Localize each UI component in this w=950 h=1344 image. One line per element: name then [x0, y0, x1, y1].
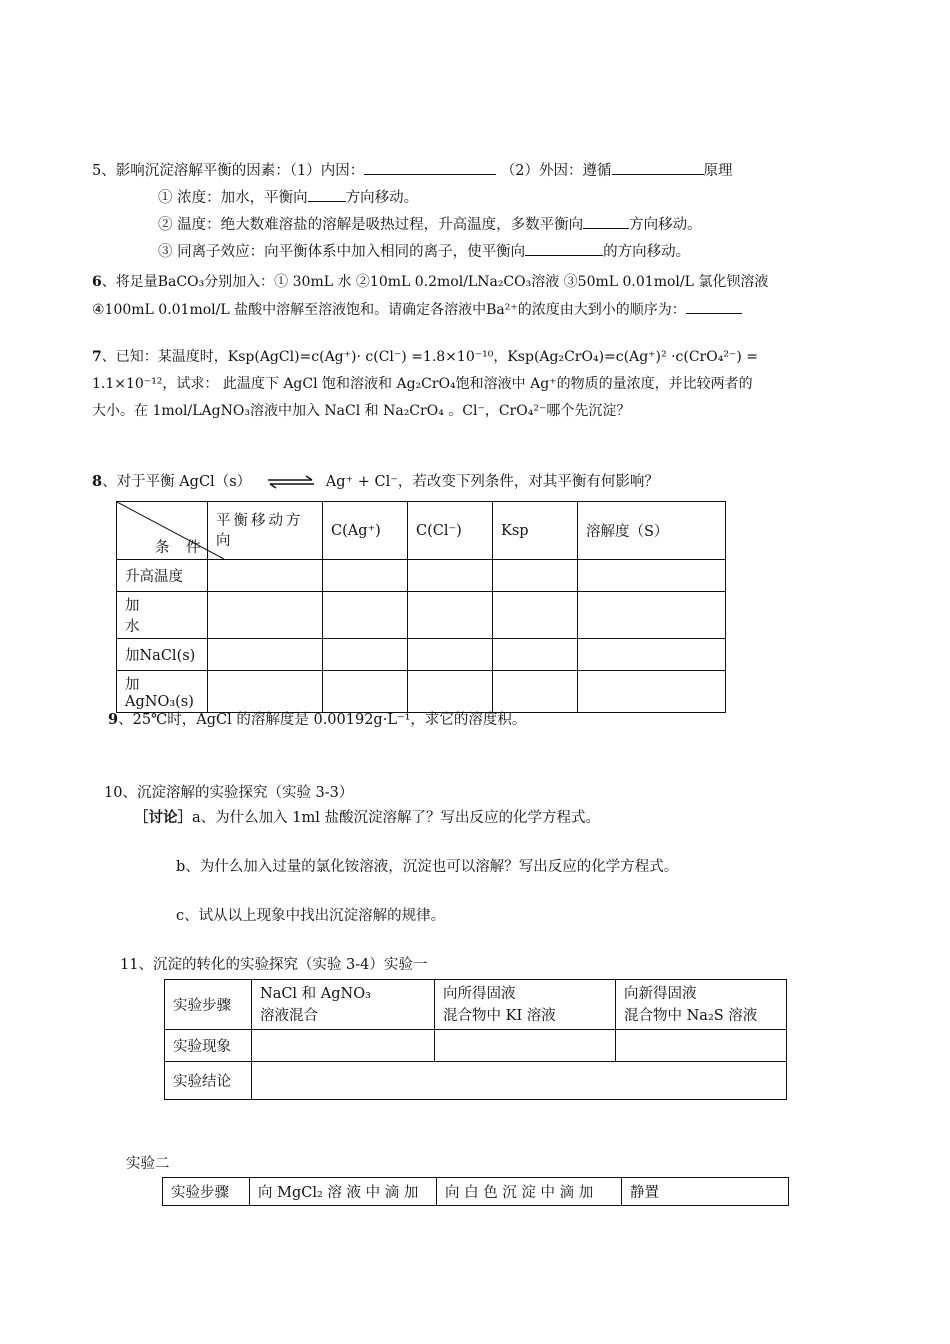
q6-line1	[92, 272, 768, 292]
q11-table	[164, 979, 787, 1100]
q5-item1	[158, 187, 418, 208]
q11-step3-line1: 向新得固液	[624, 985, 697, 1002]
q5-item1-end: 方向移动。	[345, 190, 419, 206]
table-row	[117, 560, 726, 592]
table-row	[163, 1178, 789, 1206]
q8-cell[interactable]	[493, 560, 578, 592]
q8-header-ksp: Ksp	[493, 502, 578, 560]
q11-step3	[616, 980, 787, 1030]
q5-blank-1[interactable]	[308, 187, 346, 202]
exp2-step1: 向 MgCl₂ 溶 液 中 滴 加	[250, 1178, 437, 1206]
table-row	[165, 1062, 787, 1100]
q8-cell[interactable]	[208, 639, 323, 671]
q7-text1: 、已知：某温度时，Ksp(AgCl)=c(Ag⁺)· c(Cl⁻) =1.8×10⁻¹⁰，Ksp(Ag₂CrO₄)=c(Ag⁺)² ·c(CrO₄²⁻) =	[101, 349, 758, 365]
q7-number: 7	[92, 349, 102, 365]
q8-table	[116, 501, 726, 713]
q5-blank-2[interactable]	[583, 214, 629, 229]
q7-line2	[92, 374, 753, 394]
q11-step1-line2: 溶液混合	[260, 1007, 318, 1024]
q7-text3: 大小。在 1mol/LAgNO₃溶液中加入 NaCl 和 Na₂CrO₄ 。Cl⁻，CrO₄²⁻哪个先沉淀？	[92, 403, 631, 419]
q9-text: 、25℃时，AgCl 的溶解度是 0.00192g·L⁻¹，求它的溶度积。	[118, 712, 527, 728]
q8-corner-cell	[117, 502, 208, 560]
q5-line1	[92, 160, 733, 181]
q11-label-conclusion: 实验结论	[165, 1062, 252, 1100]
q11-title: 11、沉淀的转化的实验探究（实验 3-4）实验一	[120, 957, 428, 973]
table-row	[165, 980, 787, 1030]
q8-row-label: 加NaCl(s)	[117, 639, 208, 671]
q8-header-ccl: C(Cl⁻)	[408, 502, 493, 560]
q5-blank-3[interactable]	[525, 241, 603, 256]
q9-number: 9	[108, 711, 119, 728]
q11-step1	[252, 980, 435, 1030]
q8-cell[interactable]	[578, 560, 726, 592]
q7-text2: 1.1×10⁻¹²，试求： 此温度下 AgCl 饱和溶液和 Ag₂CrO₄饱和溶液中 Ag⁺的物质的量浓度，并比较两者的	[92, 376, 753, 392]
q5-item2-text: ② 温度：绝大数难溶盐的溶解是吸热过程，升高温度，多数平衡向	[158, 217, 584, 233]
q5-text-a: 5、影响沉淀溶解平衡的因素：（1）内因：	[92, 163, 365, 179]
q6-line2	[92, 299, 742, 320]
q8-cell[interactable]	[208, 671, 323, 713]
q8-row-label: 加 水	[117, 592, 208, 639]
q8-text-a: 、对于平衡 AgCl（s）	[102, 474, 252, 490]
exp2-step3: 静置	[622, 1178, 789, 1206]
q8-header-cag: C(Ag⁺)	[323, 502, 408, 560]
table-row	[117, 671, 726, 713]
q8-text-b: Ag⁺ + Cl⁻，若改变下列条件，对其平衡有何影响？	[325, 474, 659, 490]
q8-header-shift: 平衡移动方向	[208, 502, 323, 560]
table-row	[117, 639, 726, 671]
q5-blank-principle[interactable]	[612, 160, 704, 175]
q5-text-c: 原理	[703, 163, 733, 179]
q8-cell[interactable]	[493, 639, 578, 671]
q8-cell[interactable]	[578, 592, 726, 639]
q10-discuss-tag: ［讨论］	[134, 809, 192, 826]
q11-step2-line1: 向所得固液	[443, 985, 516, 1002]
q11-label-steps: 实验步骤	[165, 980, 252, 1030]
q8-title	[92, 472, 659, 492]
q6-blank[interactable]	[686, 299, 742, 314]
q7-line3	[92, 401, 630, 421]
q8-row-label: 升高温度	[117, 560, 208, 592]
q8-row-label: 加AgNO₃(s)	[117, 671, 208, 713]
q8-header-row	[117, 502, 726, 560]
exp2-table	[162, 1177, 789, 1206]
q8-cell[interactable]	[323, 671, 408, 713]
q8-corner-label: 条 件	[155, 540, 207, 556]
q10-c: c、试从以上现象中找出沉淀溶解的规律。	[176, 908, 446, 924]
exp2-title: 实验二	[126, 1156, 170, 1172]
q8-cell[interactable]	[408, 592, 493, 639]
exp2-label-steps: 实验步骤	[163, 1178, 250, 1206]
q7-line1	[92, 347, 758, 367]
q11-cell[interactable]	[616, 1030, 787, 1062]
q11-step3-line2: 混合物中 Na₂S 溶液	[624, 1007, 758, 1024]
q5-item1-text: ① 浓度：加水，平衡向	[158, 190, 308, 206]
q11-label-phenomenon: 实验现象	[165, 1030, 252, 1062]
q8-cell[interactable]	[323, 639, 408, 671]
q11-step2	[435, 980, 616, 1030]
q6-text2: ④100mL 0.01mol/L 盐酸中溶解至溶液饱和。请确定各溶液中Ba²⁺的浓度由大到小的顺序为：	[92, 302, 686, 318]
q11-conclusion-cell[interactable]	[252, 1062, 787, 1100]
exp2-step2: 向 白 色 沉 淀 中 滴 加	[437, 1178, 622, 1206]
table-row	[117, 592, 726, 639]
q8-cell[interactable]	[408, 560, 493, 592]
q5-text-b: （2）外因：遵循	[500, 163, 612, 179]
equilibrium-arrow-icon	[266, 475, 316, 489]
q10-a-line	[134, 808, 600, 828]
q8-cell[interactable]	[208, 592, 323, 639]
q5-item3-end: 的方向移动。	[603, 244, 691, 260]
q8-cell[interactable]	[208, 560, 323, 592]
q8-cell[interactable]	[323, 560, 408, 592]
q8-cell[interactable]	[408, 639, 493, 671]
q8-cell[interactable]	[493, 592, 578, 639]
q8-cell[interactable]	[408, 671, 493, 713]
q5-item2-end: 方向移动。	[629, 217, 702, 233]
q8-number: 8	[92, 473, 103, 490]
q8-cell[interactable]	[578, 671, 726, 713]
q8-header-solubility: 溶解度（S）	[578, 502, 726, 560]
q11-step2-line2: 混合物中 KI 溶液	[443, 1007, 556, 1024]
q11-step1-line1: NaCl 和 AgNO₃	[260, 985, 371, 1002]
q10-title: 10、沉淀溶解的实验探究（实验 3-3）	[104, 785, 354, 801]
q8-cell[interactable]	[493, 671, 578, 713]
q10-b: b、为什么加入过量的氯化铵溶液，沉淀也可以溶解？写出反应的化学方程式。	[176, 859, 679, 875]
q5-item3-text: ③ 同离子效应：向平衡体系中加入相同的离子，使平衡向	[158, 244, 526, 260]
q8-cell[interactable]	[578, 639, 726, 671]
q5-item3	[158, 241, 690, 262]
q11-cell[interactable]	[252, 1030, 435, 1062]
q5-item2	[158, 214, 702, 235]
q9-line	[108, 710, 526, 730]
q8-cell[interactable]	[323, 592, 408, 639]
q5-blank-internal[interactable]	[364, 160, 496, 175]
q11-cell[interactable]	[435, 1030, 616, 1062]
q10-a: a、为什么加入 1ml 盐酸沉淀溶解了？写出反应的化学方程式。	[192, 810, 600, 826]
table-row	[165, 1030, 787, 1062]
q6-number: 6	[92, 274, 102, 290]
q6-text1: 、将足量BaCO₃分别加入：① 30mL 水 ②10mL 0.2mol/LNa₂CO₃溶液 ③50mL 0.01mol/L 氯化钡溶液	[101, 274, 769, 290]
